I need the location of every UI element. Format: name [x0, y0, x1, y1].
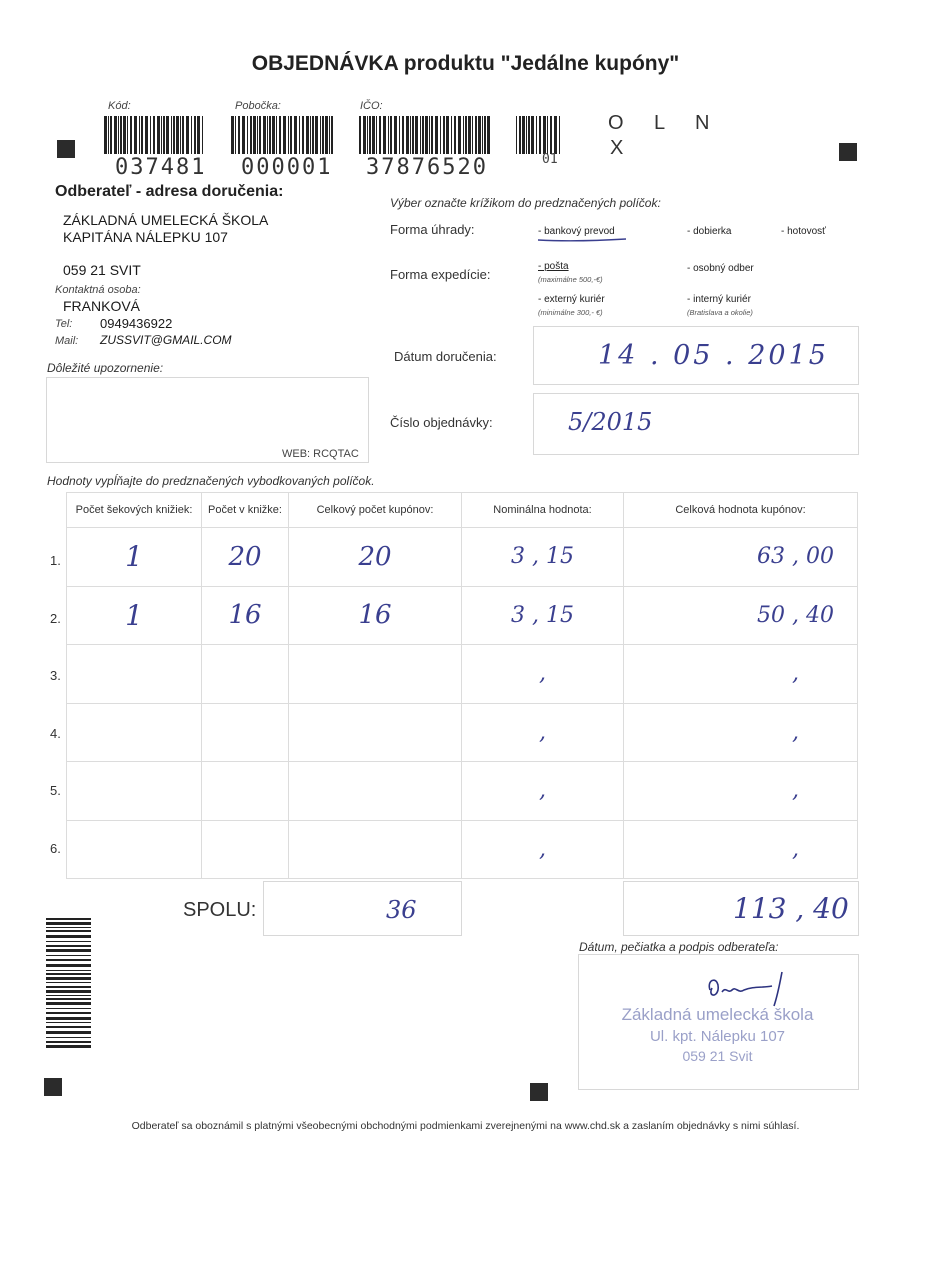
- cell-books-value: 1: [125, 540, 143, 574]
- signature-scribble: [700, 968, 800, 1008]
- cell-nominal[interactable]: [462, 645, 624, 704]
- row-number: 4.: [50, 725, 61, 741]
- cell-nominal[interactable]: [462, 586, 624, 645]
- row-number: 1.: [50, 553, 61, 568]
- side-barcode: [46, 918, 91, 1050]
- cell-nominal[interactable]: [462, 820, 624, 879]
- cell-per-book-value: 20: [228, 541, 262, 572]
- shipping-internal-courier[interactable]: - interný kuriér: [687, 294, 751, 305]
- cell-total-count[interactable]: [289, 586, 462, 645]
- shipping-post[interactable]: - pošta: [538, 261, 569, 272]
- registration-mark: [57, 140, 75, 158]
- oln-l: L: [654, 112, 666, 134]
- table-row: [67, 528, 858, 587]
- cell-total-value[interactable]: [624, 586, 858, 645]
- cell-per-book[interactable]: [202, 820, 289, 879]
- pobocka-label: Pobočka:: [235, 100, 281, 112]
- shipping-external-note: (minimálne 300,- €): [538, 308, 603, 317]
- cell-total-value-value: 50 , 40: [757, 602, 834, 628]
- cell-total-value-value: ,: [792, 778, 799, 804]
- ico-barcode: [359, 116, 493, 154]
- header-total-value: Celková hodnota kupónov:: [624, 493, 858, 528]
- extra-barcode: [516, 116, 564, 154]
- cell-total-value[interactable]: [624, 528, 858, 587]
- payment-label: Forma úhrady:: [390, 222, 475, 237]
- cell-total-value-value: ,: [792, 836, 799, 862]
- shipping-external-courier[interactable]: - externý kuriér: [538, 294, 605, 305]
- stamp-line1: Základná umelecká škola: [621, 1005, 814, 1024]
- cell-per-book[interactable]: [202, 528, 289, 587]
- pobocka-value: 000001: [241, 155, 333, 180]
- cell-nominal-value: 3 , 15: [511, 602, 574, 628]
- table-row: [67, 820, 858, 879]
- cell-per-book[interactable]: [202, 762, 289, 821]
- table-row: [67, 703, 858, 762]
- kod-value: 037481: [115, 155, 207, 180]
- shipping-internal-note: (Bratislava a okolie): [687, 308, 753, 317]
- cell-books[interactable]: [67, 645, 202, 704]
- oln-x: X: [610, 137, 624, 159]
- mail-value: ZUSSVIT@GMAIL.COM: [100, 333, 232, 347]
- delivery-label: Dátum doručenia:: [394, 349, 497, 364]
- total-value-value: 113 , 40: [733, 892, 849, 925]
- stamp-line2: Ul. kpt. Nálepku 107: [649, 1028, 786, 1045]
- web-code: WEB: RCQTAC: [282, 448, 359, 460]
- payment-cash-on-delivery[interactable]: - dobierka: [687, 226, 732, 237]
- cell-total-value-value: 63 , 00: [757, 544, 834, 570]
- customer-city: 059 21 SVIT: [63, 262, 141, 278]
- total-count-value: 36: [386, 896, 417, 924]
- shipping-post-note: (maximálne 500,-€): [538, 275, 603, 284]
- oln-o: O: [608, 112, 624, 134]
- oln-n: N: [695, 112, 710, 134]
- tel-value: 0949436922: [100, 316, 173, 331]
- cell-total-count[interactable]: [289, 820, 462, 879]
- pobocka-barcode: [231, 116, 335, 154]
- cell-books[interactable]: [67, 528, 202, 587]
- payment-bank-transfer[interactable]: - bankový prevod: [538, 226, 615, 237]
- selection-instruction: Výber označte krížikom do predznačených políčok:: [390, 196, 661, 210]
- cell-total-value-value: ,: [792, 719, 799, 745]
- header-nominal: Nominálna hodnota:: [462, 493, 624, 528]
- cell-per-book[interactable]: [202, 586, 289, 645]
- cell-per-book[interactable]: [202, 703, 289, 762]
- cell-books-value: 1: [125, 598, 143, 632]
- signature-label: Dátum, pečiatka a podpis odberateľa:: [579, 940, 779, 954]
- total-count-field[interactable]: [263, 881, 462, 936]
- shipping-personal[interactable]: - osobný odber: [687, 263, 754, 274]
- contact-label: Kontaktná osoba:: [55, 284, 141, 296]
- shipping-label: Forma expedície:: [390, 267, 491, 282]
- cell-total-count-value: 16: [358, 600, 392, 631]
- bank-transfer-mark: [536, 237, 628, 243]
- cell-nominal-value: 3 , 15: [511, 544, 574, 570]
- customer-line1: ZÁKLADNÁ UMELECKÁ ŠKOLA: [63, 212, 269, 228]
- cell-books[interactable]: [67, 586, 202, 645]
- table-row: [67, 762, 858, 821]
- customer-line2: KAPITÁNA NÁLEPKU 107: [63, 229, 228, 245]
- cell-per-book[interactable]: [202, 645, 289, 704]
- cell-nominal-value: ,: [539, 661, 546, 687]
- order-number-label: Číslo objednávky:: [390, 415, 493, 430]
- cell-total-count[interactable]: [289, 528, 462, 587]
- cell-total-count-value: 20: [358, 541, 392, 572]
- extra-value: 01: [542, 152, 558, 167]
- cell-total-value[interactable]: [624, 762, 858, 821]
- registration-mark: [839, 143, 857, 161]
- kod-label: Kód:: [108, 100, 131, 112]
- customer-heading: Odberateľ - adresa doručenia:: [55, 183, 284, 200]
- header-total-count: Celkový počet kupónov:: [289, 493, 462, 528]
- row-number: 6.: [50, 840, 61, 856]
- ico-value: 37876520: [366, 155, 488, 180]
- delivery-date-value: 14 . 05 . 2015: [598, 340, 829, 371]
- order-number-value: 5/2015: [568, 408, 653, 436]
- mail-label: Mail:: [55, 335, 79, 347]
- cell-nominal-value: ,: [539, 836, 546, 862]
- cell-per-book-value: 16: [228, 600, 262, 631]
- cell-total-count[interactable]: [289, 762, 462, 821]
- page-title: OBJEDNÁVKA produktu "Jedálne kupóny": [251, 52, 680, 75]
- registration-mark: [530, 1083, 548, 1101]
- total-label: SPOLU:: [183, 899, 257, 921]
- cell-total-count[interactable]: [289, 703, 462, 762]
- cell-nominal-value: ,: [539, 778, 546, 804]
- tel-label: Tel:: [55, 318, 73, 330]
- cell-books[interactable]: [67, 703, 202, 762]
- terms-footer: Odberateľ sa oboznámil s platnými všeobecnými obchodnými podmienkami zverejnenými na www.chd.sk a zaslaním objednávky s nimi súhlasí.: [131, 1120, 800, 1132]
- payment-cash[interactable]: - hotovosť: [781, 226, 826, 237]
- cell-nominal[interactable]: [462, 703, 624, 762]
- coupon-table: [66, 492, 858, 879]
- stamp-line3: 059 21 Svit: [682, 1048, 753, 1064]
- header-per-book: Počet v knižke:: [202, 493, 289, 528]
- registration-mark: [44, 1078, 62, 1096]
- cell-total-value[interactable]: [624, 703, 858, 762]
- row-number: 2.: [50, 610, 61, 626]
- table-row: [67, 645, 858, 704]
- cell-total-value[interactable]: [624, 645, 858, 704]
- contact-name: FRANKOVÁ: [63, 298, 141, 314]
- row-number: 5.: [50, 783, 61, 798]
- cell-total-count[interactable]: [289, 645, 462, 704]
- notice-label: Dôležité upozornenie:: [47, 361, 164, 375]
- table-row: [67, 586, 858, 645]
- table-instruction: Hodnoty vypĺňajte do predznačených vybodkovaných políčok.: [47, 474, 375, 488]
- cell-total-value[interactable]: [624, 820, 858, 879]
- header-books: Počet šekových knižiek:: [67, 493, 202, 528]
- cell-books[interactable]: [67, 762, 202, 821]
- cell-total-value-value: ,: [792, 661, 799, 687]
- cell-nominal[interactable]: [462, 528, 624, 587]
- cell-nominal-value: ,: [539, 719, 546, 745]
- ico-label: IČO:: [360, 100, 383, 112]
- kod-barcode: [104, 116, 206, 154]
- row-number: 3.: [50, 668, 61, 683]
- cell-books[interactable]: [67, 820, 202, 879]
- cell-nominal[interactable]: [462, 762, 624, 821]
